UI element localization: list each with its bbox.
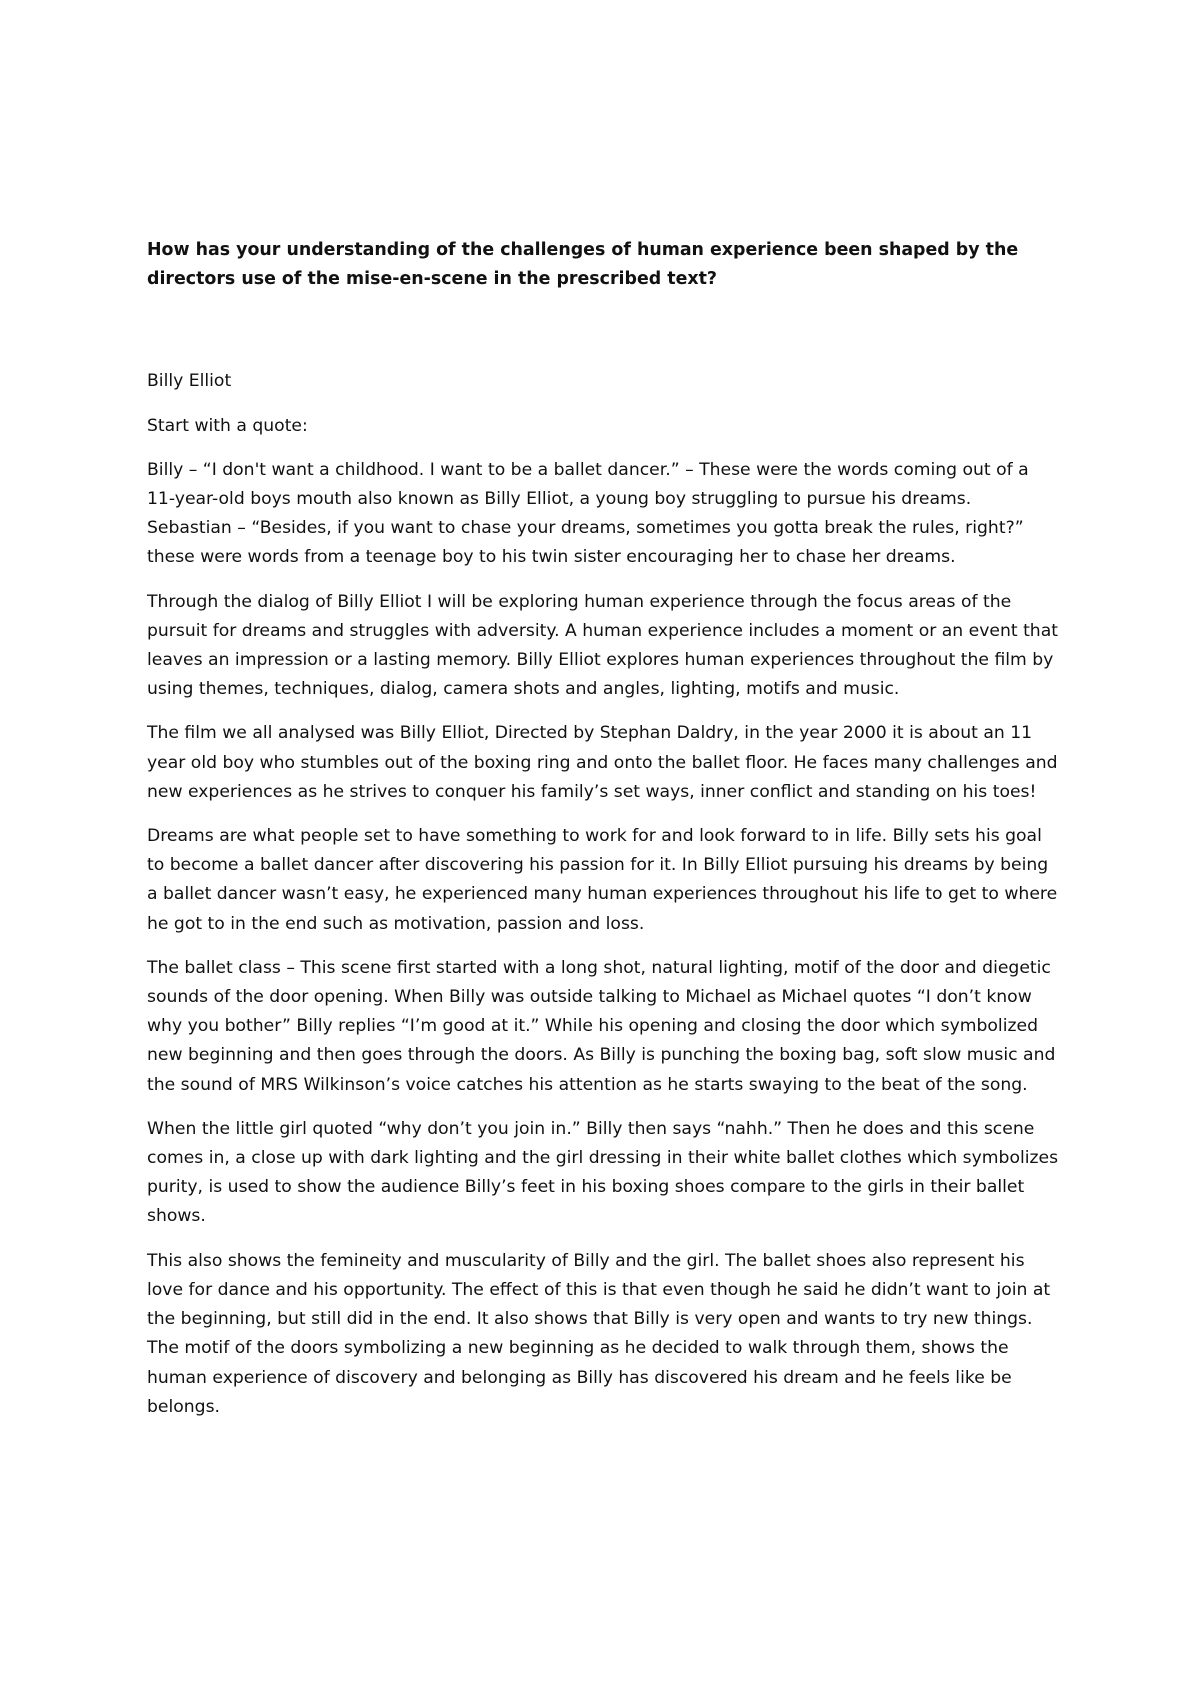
quote-billy: Billy – “I don't want a childhood. I want to be a ballet dancer.” – These were the words coming out of a 11-year-old boys mouth also known as Billy Elliot, a young boy struggling to pursue his dreams. [147,459,1029,510]
intro-label: Start with a quote: [147,415,308,436]
document-body [147,236,1059,1422]
quote-sebastian: Sebastian – “Besides, if you want to chase your dreams, sometimes you gotta break the rules, right?” these were words from a teenage boy to his twin sister encouraging her to chase her dreams. [147,518,1024,568]
paragraph-little-girl: When the little girl quoted “why don’t you join in.” Billy then says “nahh.” Then he does and this scene comes in, a close up with dark lighting and the girl dressing in their white ballet clothes which symbolizes purity, is used to show the audience Billy’s feet in his boxing shoes compare to the girls in their ballet shows. [147,1118,1059,1227]
paragraph-dreams: Dreams are what people set to have something to work for and look forward to in life. Billy sets his goal to become a ballet dancer after discovering his passion for it. In Billy Elliot pursuing his dreams by being a ballet dancer wasn’t easy, he experienced many human experiences throughout his life to get to where he got to in the end such as motivation, passion and loss. [147,826,1058,934]
paragraph-focus-areas: Through the dialog of Billy Elliot I will be exploring human experience through the focus areas of the pursuit for dreams and struggles with adversity. A human experience includes a moment or an event that leaves an impression or a lasting memory. Billy Elliot explores human experiences throughout the film by using themes, techniques, dialog, camera shots and angles, lighting, motifs and music. [147,591,1058,700]
document-title: Billy Elliot [147,371,232,392]
paragraph-film-summary: The film we all analysed was Billy Elliot, Directed by Stephan Daldry, in the year 2000 it is about an 11 year old boy who stumbles out of the boxing ring and onto the ballet floor. He faces many challenges and new experiences as he strives to conquer his family’s set ways, inner conflict and standing on his toes! [147,723,1058,802]
quote-block [147,456,1059,573]
paragraph-femininity: This also shows the femineity and muscularity of Billy and the girl. The ballet shoes also represent his love for dance and his opportunity. The effect of this is that even though he said he didn’t want to join at the beginning, but still did in the end. It also shows that Billy is very open and wants to try new things. The motif of the doors symbolizing a new beginning as he decided to walk through them, shows the human experience of discovery and belonging as Billy has discovered his dream and he feels like be belongs. [147,1250,1051,1417]
essay-question: How has your understanding of the challenges of human experience been shaped by the directors use of the mise-en-scene in the prescribed text? [147,240,1019,290]
paragraph-ballet-class: The ballet class – This scene first started with a long shot, natural lighting, motif of the door and diegetic sounds of the door opening. When Billy was outside talking to Michael as Michael quotes “I don’t know why you bother” Billy replies “I’m good at it.” While his opening and closing the door which symbolized new beginning and then goes through the doors. As Billy is punching the boxing bag, soft slow music and the sound of MRS Wilkinson’s voice catches his attention as he starts swaying to the beat of the song. [147,957,1056,1095]
